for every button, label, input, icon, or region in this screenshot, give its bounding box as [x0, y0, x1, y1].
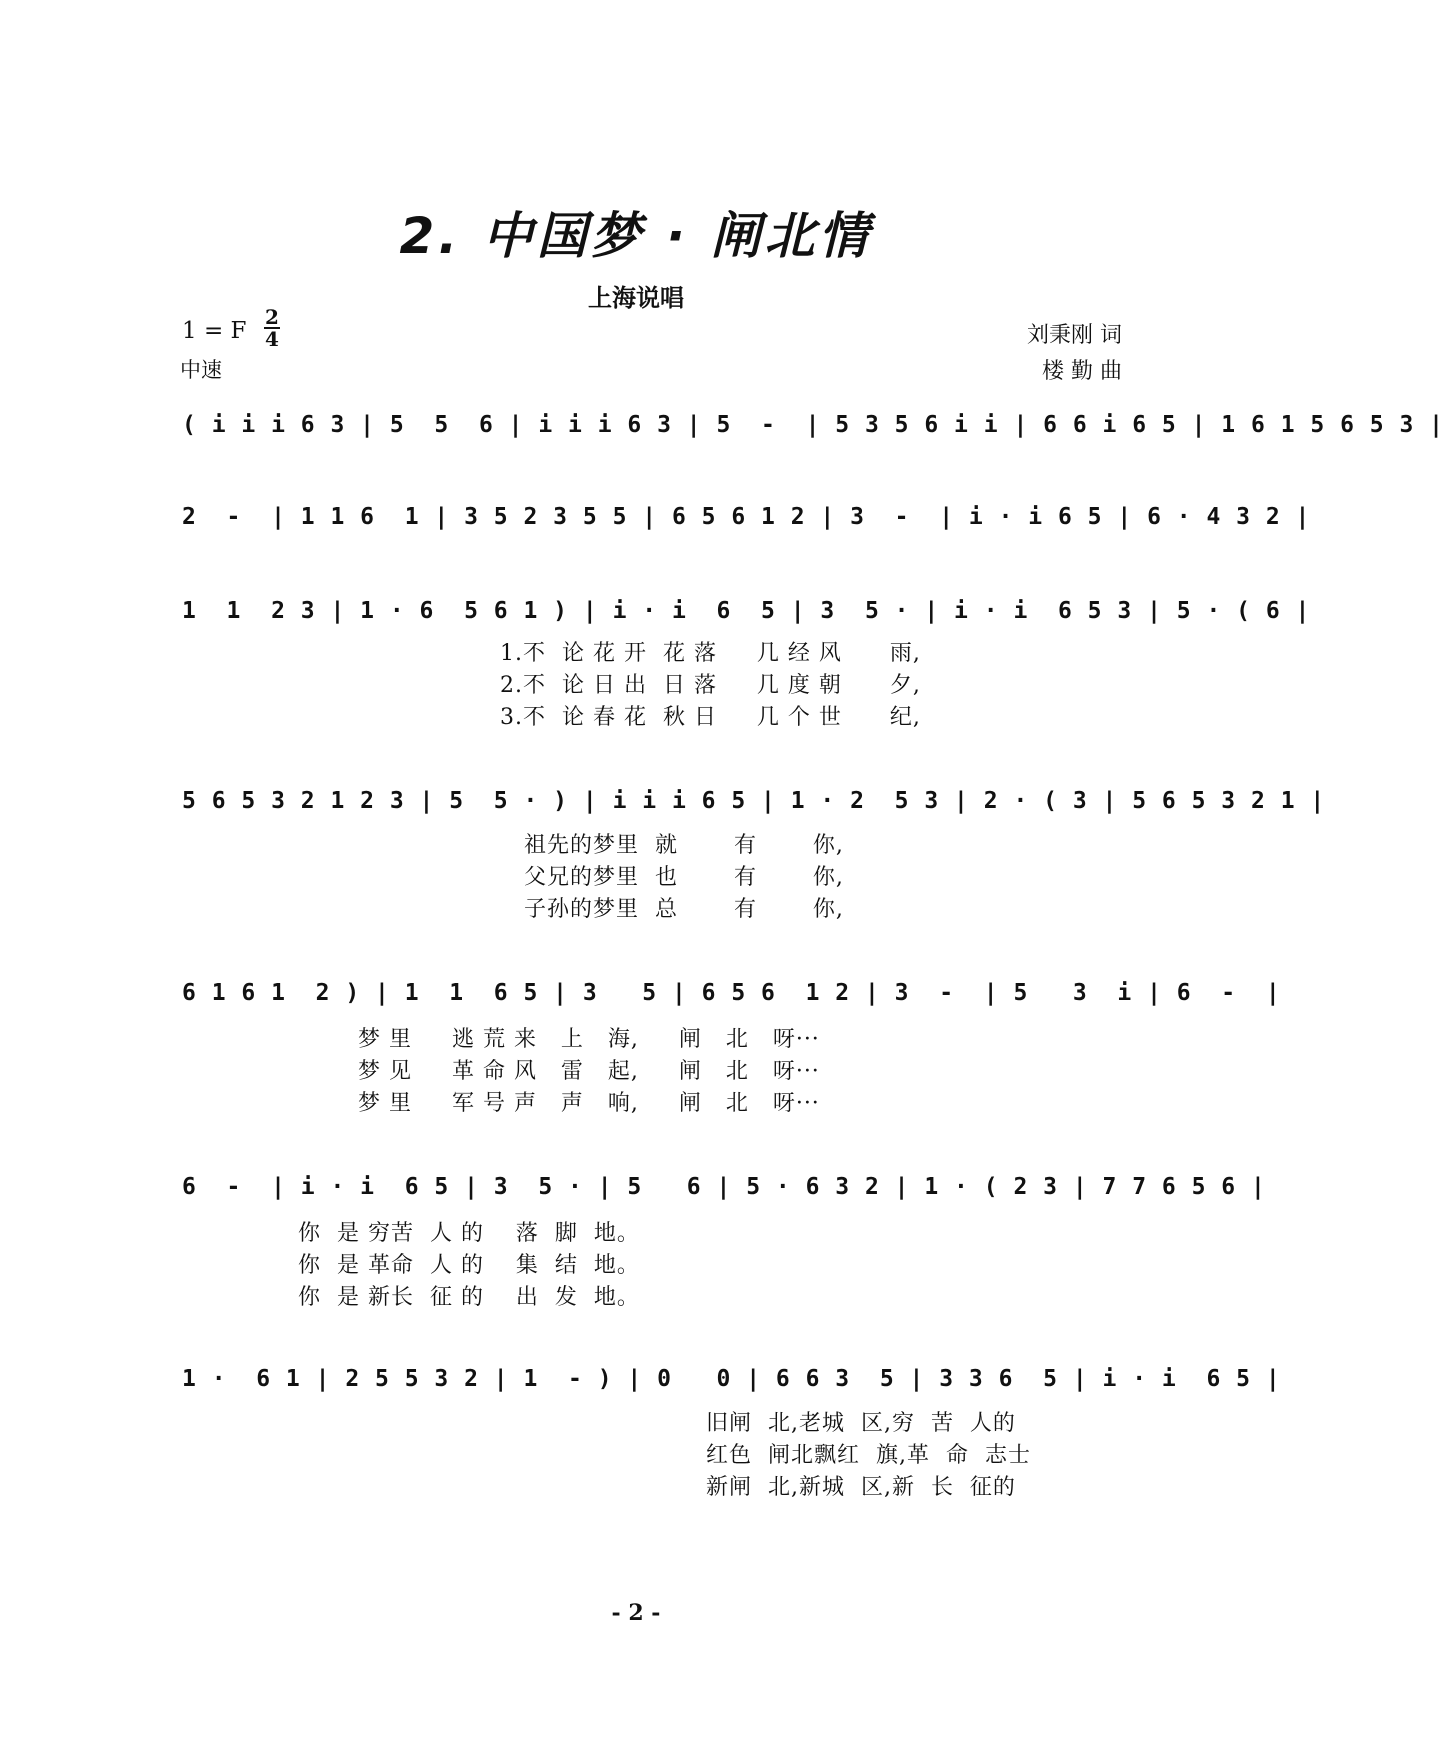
song-title: 2. 中国梦 · 闸北情	[399, 207, 873, 265]
notation-line-1: ( i i i 6 3 | 5 5 6 | i i i 6 3 | 5 - | 5 3 5 6 i i | 6 6 i 6 5 | 1 6 1 5 6 5 3 |	[182, 412, 1444, 438]
composer-credit: 楼 勤 曲	[1042, 359, 1122, 384]
notation-line-3: 1 1 2 3 | 1 · 6 5 6 1 ) | i · i 6 5 | 3 5 · | i · i 6 5 3 | 5 · ( 6 |	[182, 598, 1311, 624]
lyric-line-6-verse-2: 你 是 革命 人 的 集 结 地。	[298, 1253, 640, 1278]
lyric-line-7-verse-1: 旧闸 北,老城 区,穷 苦 人的	[706, 1411, 1016, 1436]
lyricist-credit: 刘秉刚 词	[1027, 323, 1122, 348]
time-signature-bottom: 4	[265, 327, 279, 351]
lyric-line-5-verse-2: 梦 见 革 命 风 雷 起, 闸 北 呀···	[358, 1059, 820, 1084]
lyric-line-7-verse-3: 新闸 北,新城 区,新 长 征的	[706, 1475, 1016, 1500]
lyric-line-4-verse-1: 祖先的梦里 就 有 你,	[524, 833, 844, 858]
page-number: - 2 -	[611, 1600, 661, 1626]
time-signature	[264, 305, 280, 351]
notation-line-5: 6 1 6 1 2 ) | 1 1 6 5 | 3 5 | 6 5 6 1 2 | 3 - | 5 3 i | 6 - |	[182, 980, 1281, 1006]
lyric-line-4-verse-2: 父兄的梦里 也 有 你,	[524, 865, 844, 890]
lyric-line-7-verse-2: 红色 闸北飘红 旗,革 命 志士	[706, 1443, 1031, 1468]
notation-line-6: 6 - | i · i 6 5 | 3 5 · | 5 6 | 5 · 6 3 2 | 1 · ( 2 3 | 7 7 6 5 6 |	[182, 1174, 1266, 1200]
notation-line-7: 1 · 6 1 | 2 5 5 3 2 | 1 - ) | 0 0 | 6 6 3 5 | 3 3 6 5 | i · i 6 5 |	[182, 1366, 1281, 1392]
lyric-line-6-verse-3: 你 是 新长 征 的 出 发 地。	[298, 1285, 640, 1310]
lyric-line-3-verse-2: 2.不 论 日 出 日 落 几 度 朝 夕,	[500, 673, 921, 698]
tempo-marking: 中速	[180, 358, 222, 382]
lyric-line-6-verse-1: 你 是 穷苦 人 的 落 脚 地。	[298, 1221, 640, 1246]
lyric-line-5-verse-3: 梦 里 军 号 声 声 响, 闸 北 呀···	[358, 1091, 820, 1116]
lyric-line-5-verse-1: 梦 里 逃 荒 来 上 海, 闸 北 呀···	[358, 1027, 820, 1052]
notation-line-4: 5 6 5 3 2 1 2 3 | 5 5 · ) | i i i 6 5 | 1 · 2 5 3 | 2 · ( 3 | 5 6 5 3 2 1 |	[182, 788, 1326, 814]
notation-line-2: 2 - | 1 1 6 1 | 3 5 2 3 5 5 | 6 5 6 1 2 | 3 - | i · i 6 5 | 6 · 4 3 2 |	[182, 504, 1311, 530]
key-signature: 1 = F	[182, 318, 247, 344]
song-subtitle: 上海说唱	[588, 284, 684, 312]
lyric-line-3-verse-1: 1.不 论 花 开 花 落 几 经 风 雨,	[500, 641, 921, 666]
lyric-line-3-verse-3: 3.不 论 春 花 秋 日 几 个 世 纪,	[500, 705, 921, 730]
lyric-line-4-verse-3: 子孙的梦里 总 有 你,	[524, 897, 844, 922]
time-signature-top: 2	[265, 305, 279, 329]
